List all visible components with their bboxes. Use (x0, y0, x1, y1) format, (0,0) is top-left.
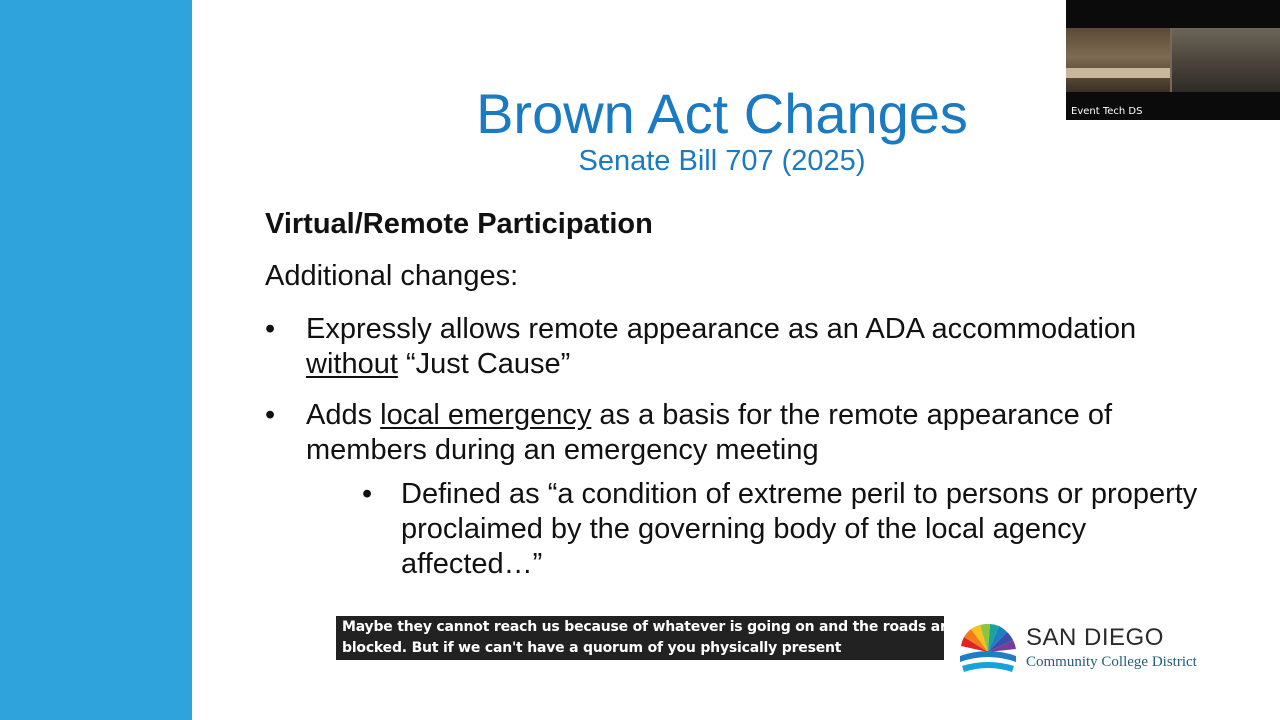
participant-video-feed (1066, 28, 1280, 92)
participant-video-tile[interactable] (1066, 0, 1280, 120)
section-heading: Virtual/Remote Participation (265, 208, 653, 240)
bullet-marker: • (265, 399, 276, 431)
bullet-marker: • (362, 478, 373, 510)
sub-bullet-text: Defined as “a condition of extreme peril to persons or property proclaimed by the governing body of the local agency affected…” (401, 478, 1198, 580)
slide-subtitle: Senate Bill 707 (2025) (578, 145, 866, 177)
bullet-local-emergency (265, 398, 1225, 470)
slide-side-bar (0, 0, 192, 720)
district-logo (958, 618, 1238, 678)
bullet-marker: • (265, 313, 276, 345)
bullet-text: Adds local emergency as a basis for the remote appearance of members during an emergency meeting (306, 399, 1113, 466)
caption-line-1: Maybe they cannot reach us because of whatever is going on and the roads are (342, 619, 957, 635)
district-logo-name: SAN DIEGO (1026, 624, 1164, 651)
district-logo-mark-icon (958, 618, 1018, 678)
bullet-text: Expressly allows remote appearance as an ADA accommodation without “Just Cause” (306, 313, 1137, 380)
live-caption-box (336, 616, 957, 660)
participant-name-label: Event Tech DS (1071, 106, 1143, 117)
underlined-term: local emergency (380, 399, 592, 431)
intro-line: Additional changes: (265, 260, 519, 292)
caption-line-2: blocked. But if we can't have a quorum of you physically present (342, 640, 842, 656)
district-logo-subtitle: Community College District (1026, 654, 1197, 670)
underlined-term: without (306, 348, 398, 380)
slide-title: Brown Act Changes (476, 82, 968, 145)
bullet-ada-accommodation (265, 312, 1205, 384)
sub-bullet-definition (362, 477, 1222, 587)
